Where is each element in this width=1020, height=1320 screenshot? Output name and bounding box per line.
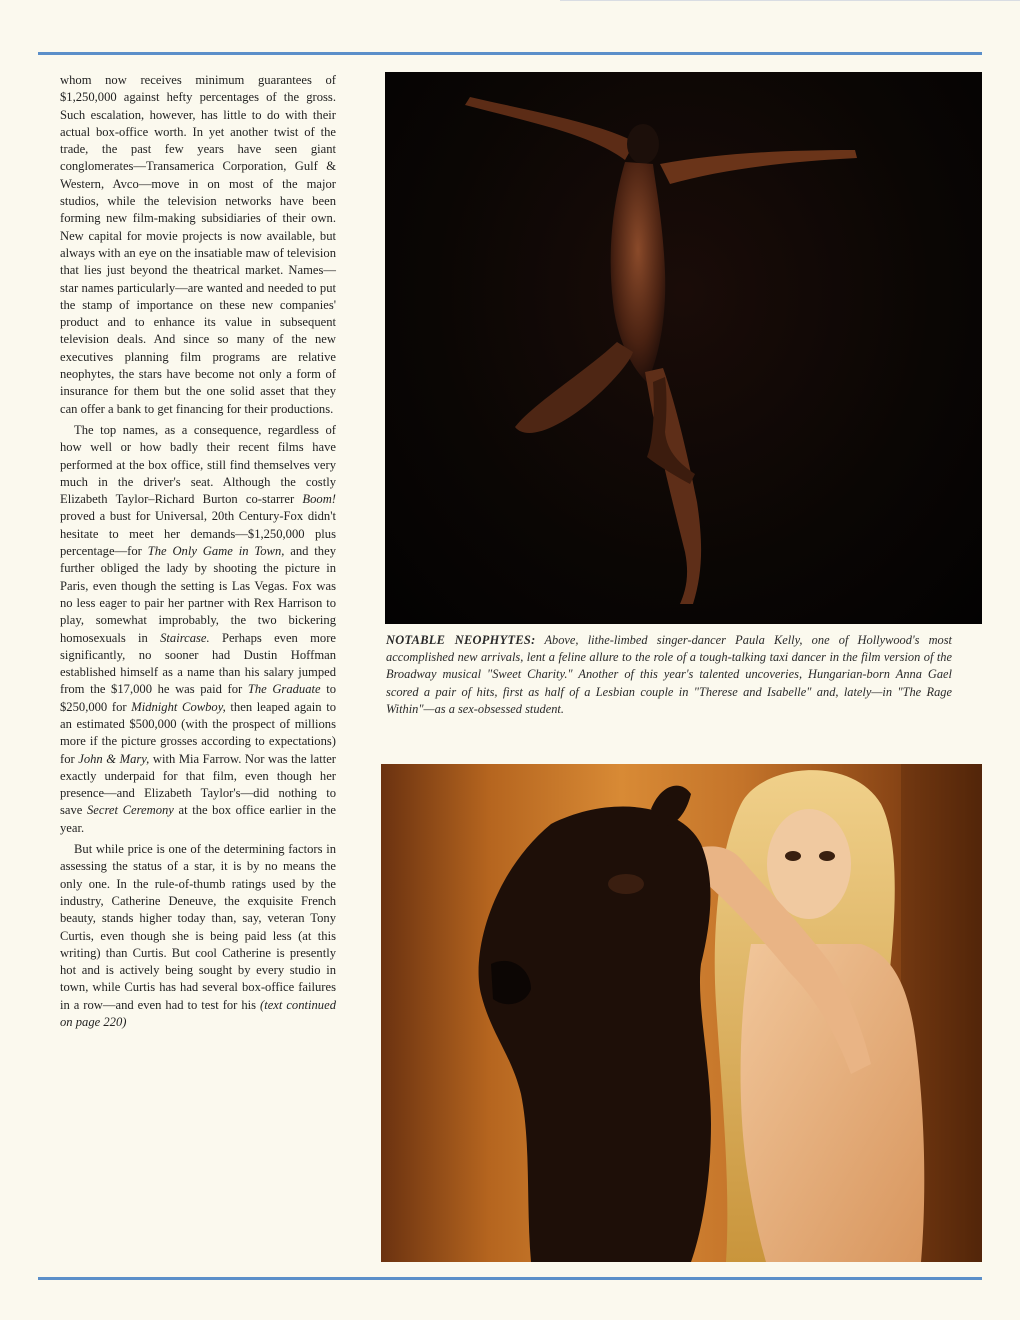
article-column [60, 72, 336, 1031]
photo-caption [386, 632, 952, 718]
woman-with-horse-photo [381, 764, 982, 1262]
caption-lead: NOTABLE NEOPHYTES: [386, 633, 536, 647]
article-paragraph [60, 841, 336, 1031]
woman-with-horse-figure [381, 764, 982, 1262]
italic-title: Boom! [302, 492, 336, 507]
bottom-rule [38, 1277, 982, 1280]
italic-title: John & Mary, [78, 751, 150, 766]
italic-title: Secret Ceremony [86, 803, 174, 818]
text-run: whom now receives minimum guarantees of $1,250,000 against hefty percentages of the gross. Such escalation, however, has little to do with their actual box-office worth. In yet another twist of the trade, the past few years have seen giant conglomerates—Transamerica Corporation, Gulf & Western, Avco—move in on most of the major studios, while the television networks have been forming new film-making subsidiaries of their own. New capital for movie projects is now available, but always with an eye on the insatiable maw of television that lies just beyond the theatrical market. Names—star names particularly—are wanted and needed to put the stamp of importance on these new companies' product and to enhance its value in subsequent television deals. And since so many of the new executives planning film programs are relative neophytes, the stars have become not only a form of insurance for them but the one solid asset that they can offer a bank to get financing for their productions. [60, 73, 336, 416]
text-run: proved a bust for Universal, 20th Century-Fox didn't hesitate to meet her demands—$1,250,000 plus percentage—for [60, 509, 336, 559]
caption-text: Above, lithe-limbed singer-dancer Paula Kelly, one of Hollywood's most accomplished new arrivals, lent a feline allure to the role of a tough-talking taxi dancer in the film version of the Broadway musical "Sweet Charity." Another of this year's talented uncoveries, Hungarian-born Anna Gael scored a pair of hits, first as half of a Lesbian couple in "Therese and Isabelle" and, lately—in "The Rage Within"—as a sex-obsessed student. [386, 633, 952, 716]
text-run: The top names, as a consequence, regardless of how well or how badly their recent films have performed at the box office, still find themselves very much in the driver's seat. Although the costly Elizabeth Taylor–Richard Burton co-starrer [60, 422, 336, 507]
italic-title: Midnight Cowboy, [131, 699, 226, 714]
dancer-figure [385, 72, 982, 624]
text-run: and they further obliged the lady by shooting the picture in Paris, even though the setting is Las Vegas. Fox was no less eager to pair her partner with Rex Harrison to play, somewhat improbably, the two bickering homosexuals in [60, 544, 336, 645]
text-run: at the box office earlier in the year. [60, 803, 336, 835]
text-run: with Mia Farrow. Nor was the latter exactly underpaid for that film, even though her presence—and Elizabeth Taylor's—did nothing to save [60, 751, 336, 818]
italic-title: The Only Game in Town, [147, 544, 285, 559]
article-paragraph [60, 422, 336, 837]
italic-title: Staircase. [160, 630, 210, 645]
text-run: then leaped again to an estimated $500,000 (with the prospect of millions more if the picture grosses according to expectations) for [60, 699, 336, 766]
italic-title: (text continued on page 220) [60, 997, 336, 1030]
dancer-photo [385, 72, 982, 624]
article-paragraph [60, 72, 336, 418]
page-edge-line [560, 0, 1020, 1]
text-run: But while price is one of the determining factors in assessing the status of a star, it is by no means the only one. In the rule-of-thumb ratings used by the industry, Catherine Deneuve, the exquisite French beauty, stands higher today than, say, veteran Tony Curtis, even though she is being paid less (at this writing) than Curtis. But cool Catherine is presently hot and is actively being sought by every studio in town, while Curtis has had several box-office failures in a row—and even had to test for his [60, 842, 336, 1012]
text-run: Perhaps even more significantly, no sooner had Dustin Hoffman established himself as a name than his salary jumped from the $17,000 he was paid for [60, 630, 337, 697]
text-run: to $250,000 for [60, 682, 336, 714]
italic-title: The Graduate [247, 682, 321, 697]
top-rule [38, 52, 982, 55]
